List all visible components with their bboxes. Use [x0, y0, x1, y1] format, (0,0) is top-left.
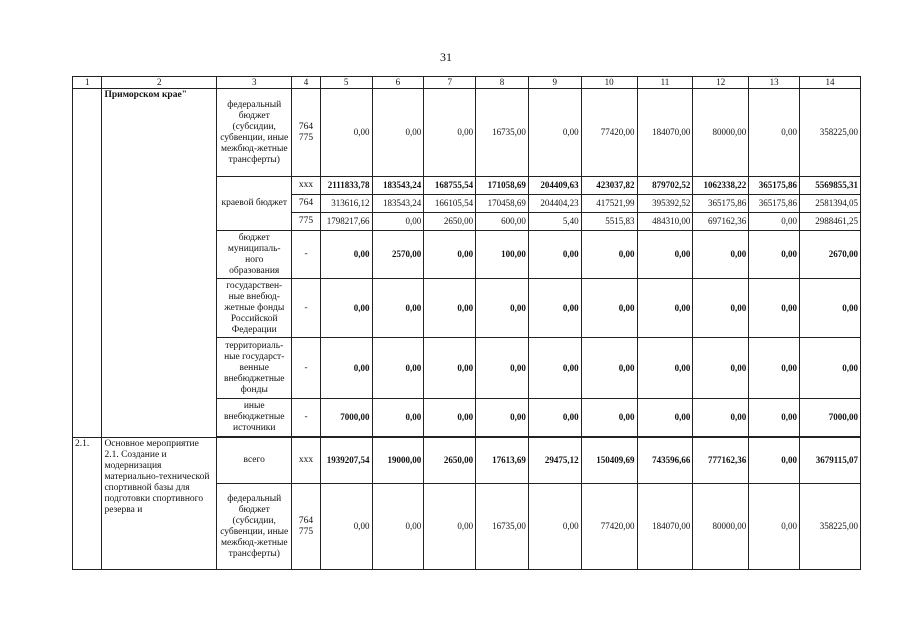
value-cell: 1798217,66	[320, 213, 372, 231]
value-cell: 365175,86	[693, 195, 749, 213]
value-cell: 0,00	[749, 213, 800, 231]
code-cell: -	[292, 399, 320, 437]
value-cell: 0,00	[320, 279, 372, 338]
value-cell: 0,00	[581, 279, 637, 338]
value-cell: 183543,24	[372, 177, 424, 195]
funding-source-cell: территориаль-ные государст-венные внебюджетные фонды	[217, 338, 292, 399]
funding-source-cell: иные внебюджетные источники	[217, 399, 292, 437]
value-cell: 29475,12	[528, 438, 581, 484]
value-cell: 0,00	[528, 231, 581, 279]
header-cell: 9	[528, 77, 581, 89]
value-cell: 0,00	[637, 399, 693, 437]
value-cell: 100,00	[476, 231, 529, 279]
value-cell: 0,00	[320, 484, 372, 570]
value-cell: 19000,00	[372, 438, 424, 484]
value-cell: 171058,69	[476, 177, 529, 195]
table-row	[73, 438, 861, 484]
value-cell: 313616,12	[320, 195, 372, 213]
value-cell: 417521,99	[581, 195, 637, 213]
value-cell: 358225,00	[799, 89, 860, 177]
funding-source-cell: государствен-ные внебюд-жетные фонды Российской Федерации	[217, 279, 292, 338]
value-cell: 0,00	[424, 231, 476, 279]
header-cell: 5	[320, 77, 372, 89]
value-cell: 0,00	[372, 399, 424, 437]
value-cell: 2581394,05	[799, 195, 860, 213]
code-cell: 775	[292, 213, 320, 231]
value-cell: 5,40	[528, 213, 581, 231]
budget-table	[72, 76, 861, 570]
header-cell: 13	[749, 77, 800, 89]
column-number-row	[73, 77, 861, 89]
value-cell: 0,00	[320, 338, 372, 399]
value-cell: 0,00	[637, 338, 693, 399]
value-cell: 2670,00	[799, 231, 860, 279]
value-cell: 204409,63	[528, 177, 581, 195]
value-cell: 0,00	[476, 279, 529, 338]
funding-source-cell: краевой бюджет	[217, 177, 292, 231]
value-cell: 0,00	[372, 89, 424, 177]
value-cell: 2988461,25	[799, 213, 860, 231]
value-cell: 600,00	[476, 213, 529, 231]
value-cell: 0,00	[749, 438, 800, 484]
value-cell: 2650,00	[424, 438, 476, 484]
row-number-cell: 2.1.	[73, 438, 102, 570]
value-cell: 0,00	[528, 338, 581, 399]
value-cell: 77420,00	[581, 484, 637, 570]
page-number: 31	[440, 50, 452, 64]
funding-source-cell: всего	[217, 438, 292, 484]
value-cell: 0,00	[581, 399, 637, 437]
value-cell: 0,00	[637, 231, 693, 279]
value-cell: 0,00	[528, 484, 581, 570]
value-cell: 80000,00	[693, 89, 749, 177]
value-cell: 0,00	[749, 279, 800, 338]
value-cell: 0,00	[424, 484, 476, 570]
code-cell: -	[292, 338, 320, 399]
value-cell: 0,00	[749, 231, 800, 279]
value-cell: 0,00	[476, 399, 529, 437]
funding-source-cell: федеральный бюджет (субсидии, субвенции, иные межбюд-жетные трансферты)	[217, 484, 292, 570]
value-cell: 166105,54	[424, 195, 476, 213]
value-cell: 0,00	[320, 89, 372, 177]
value-cell: 16735,00	[476, 484, 529, 570]
code-cell: ххх	[292, 438, 320, 484]
value-cell: 0,00	[799, 279, 860, 338]
funding-source-cell: бюджет муниципаль-ного образования	[217, 231, 292, 279]
value-cell: 183543,24	[372, 195, 424, 213]
header-cell: 14	[799, 77, 860, 89]
measure-title-cell: Приморском крае"	[102, 89, 217, 438]
value-cell: 0,00	[372, 279, 424, 338]
code-cell: -	[292, 279, 320, 338]
value-cell: 743596,66	[637, 438, 693, 484]
value-cell: 2570,00	[372, 231, 424, 279]
value-cell: 7000,00	[799, 399, 860, 437]
value-cell: 170458,69	[476, 195, 529, 213]
value-cell: 0,00	[749, 484, 800, 570]
value-cell: 2111833,78	[320, 177, 372, 195]
value-cell: 0,00	[372, 484, 424, 570]
value-cell: 0,00	[528, 89, 581, 177]
value-cell: 5515,83	[581, 213, 637, 231]
table-row	[73, 89, 861, 177]
value-cell: 358225,00	[799, 484, 860, 570]
header-cell: 4	[292, 77, 320, 89]
value-cell: 0,00	[693, 338, 749, 399]
value-cell: 0,00	[320, 231, 372, 279]
value-cell: 0,00	[749, 89, 800, 177]
value-cell: 0,00	[581, 231, 637, 279]
header-cell: 8	[476, 77, 529, 89]
value-cell: 0,00	[424, 279, 476, 338]
row-number-cell	[73, 89, 102, 438]
value-cell: 0,00	[528, 399, 581, 437]
value-cell: 365175,86	[749, 195, 800, 213]
value-cell: 0,00	[693, 279, 749, 338]
header-cell: 12	[693, 77, 749, 89]
value-cell: 168755,54	[424, 177, 476, 195]
value-cell: 423037,82	[581, 177, 637, 195]
value-cell: 184070,00	[637, 89, 693, 177]
value-cell: 5569855,31	[799, 177, 860, 195]
value-cell: 395392,52	[637, 195, 693, 213]
value-cell: 0,00	[749, 399, 800, 437]
value-cell: 0,00	[749, 338, 800, 399]
value-cell: 0,00	[424, 338, 476, 399]
header-cell: 2	[102, 77, 217, 89]
value-cell: 0,00	[693, 231, 749, 279]
value-cell: 204404,23	[528, 195, 581, 213]
value-cell: 0,00	[424, 89, 476, 177]
value-cell: 1939207,54	[320, 438, 372, 484]
value-cell: 0,00	[424, 399, 476, 437]
funding-source-cell: федеральный бюджет (субсидии, субвенции, иные межбюд-жетные трансферты)	[217, 89, 292, 177]
code-cell: 764 775	[292, 89, 320, 177]
measure-title-cell	[102, 438, 217, 570]
value-cell: 77420,00	[581, 89, 637, 177]
code-cell: ххх	[292, 177, 320, 195]
value-cell: 365175,86	[749, 177, 800, 195]
value-cell: 2650,00	[424, 213, 476, 231]
value-cell: 16735,00	[476, 89, 529, 177]
value-cell: 3679115,07	[799, 438, 860, 484]
value-cell: 0,00	[372, 338, 424, 399]
value-cell: 484310,00	[637, 213, 693, 231]
value-cell: 697162,36	[693, 213, 749, 231]
value-cell: 0,00	[372, 213, 424, 231]
code-cell: 764	[292, 195, 320, 213]
value-cell: 0,00	[581, 338, 637, 399]
header-cell: 11	[637, 77, 693, 89]
value-cell: 0,00	[637, 279, 693, 338]
value-cell: 777162,36	[693, 438, 749, 484]
value-cell: 80000,00	[693, 484, 749, 570]
code-cell: -	[292, 231, 320, 279]
code-cell: 764 775	[292, 484, 320, 570]
measure-title-main: Основное мероприятие	[104, 439, 199, 449]
value-cell: 0,00	[476, 338, 529, 399]
header-cell: 1	[73, 77, 102, 89]
value-cell: 150409,69	[581, 438, 637, 484]
header-cell: 6	[372, 77, 424, 89]
value-cell: 184070,00	[637, 484, 693, 570]
value-cell: 0,00	[528, 279, 581, 338]
measure-title-detail: 2.1. Создание и модернизация материально-технической спортивной базы для подготовки спортивного резерва и	[104, 450, 210, 515]
value-cell: 7000,00	[320, 399, 372, 437]
header-cell: 10	[581, 77, 637, 89]
header-cell: 7	[424, 77, 476, 89]
value-cell: 879702,52	[637, 177, 693, 195]
header-cell: 3	[217, 77, 292, 89]
value-cell: 0,00	[799, 338, 860, 399]
value-cell: 17613,69	[476, 438, 529, 484]
value-cell: 1062338,22	[693, 177, 749, 195]
value-cell: 0,00	[693, 399, 749, 437]
